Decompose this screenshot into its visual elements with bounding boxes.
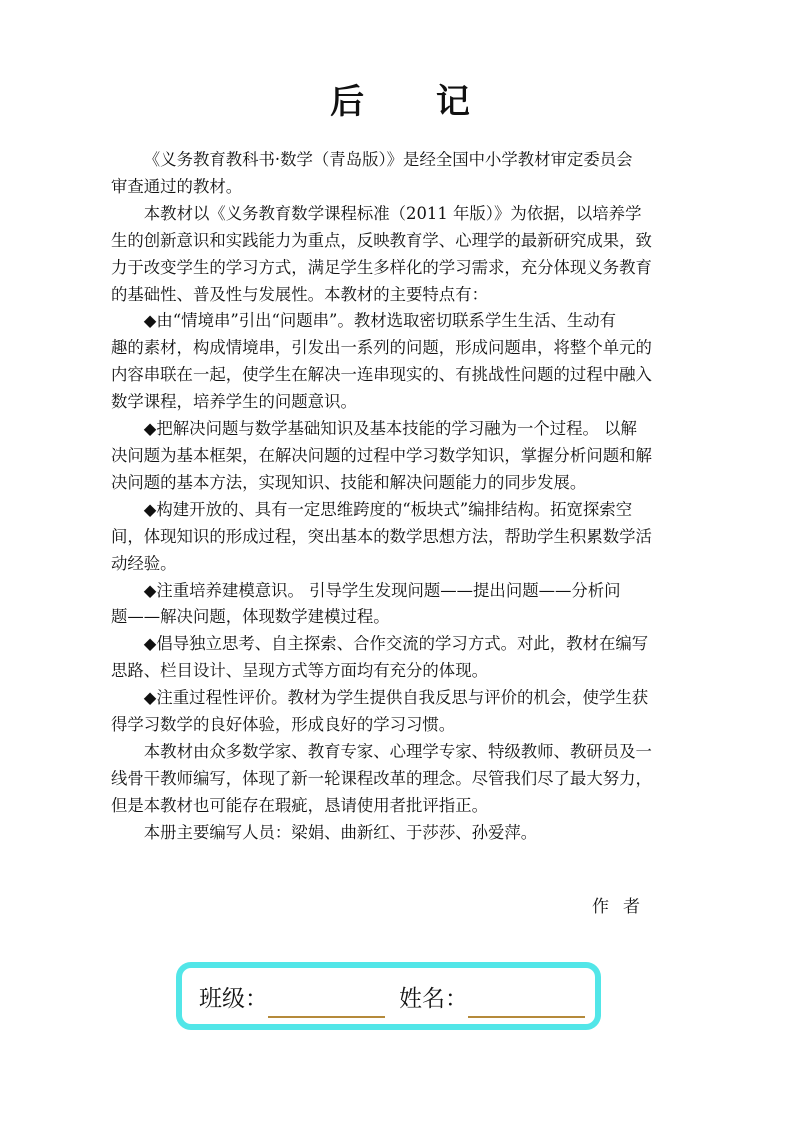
paragraph-feature-evaluation: ◆注重过程性评价。教材为学生提供自我反思与评价的机会，使学生获 得学习数学的良好体验，形成良好的学习习惯。 <box>111 688 649 735</box>
paragraph-editors-note: 本教材由众多数学家、教育专家、心理学专家、特级教师、教研员及一 线骨干教师编写，体现了新一轮课程改革的理念。尽管我们尽了最大努力， 但是本教材也可能存在瑕疵，恳请使用者批评指正。 <box>111 741 652 815</box>
paragraph-feature-modeling: ◆注重培养建模意识。 引导学生发现问题——提出问题——分析问 题——解决问题，体现数学建模过程。 <box>111 580 621 627</box>
name-label: 姓名： <box>399 986 468 1012</box>
paragraph-intro: 《义务教育教科书·数学（青岛版）》是经全国中小学教材审定委员会 审查通过的教材。 <box>111 150 633 196</box>
student-info-box <box>176 962 601 1030</box>
paragraph-authors: 本册主要编写人员：梁娟、曲新红、于莎莎、孙爱萍。 <box>143 822 538 842</box>
class-field[interactable] <box>268 1016 385 1018</box>
class-label: 班级： <box>199 986 268 1012</box>
paragraph-feature-problem-solving: ◆把解决问题与数学基础知识及基本技能的学习融为一个过程。 以解 决问题为基本框架，在解决问题的过程中学习数学知识，掌握分析问题和解 决问题的基本方法，实现知识、技能和解决问题能力的同步发展。 <box>111 419 652 492</box>
paragraph-feature-learning-style: ◆倡导独立思考、自主探索、合作交流的学习方式。对此，教材在编写 思路、栏目设计、呈现方式等方面均有充分的体现。 <box>111 634 649 681</box>
page-title: 后 记 <box>330 82 500 122</box>
paragraph-feature-situation: ◆由“情境串”引出“问题串”。教材选取密切联系学生生活、生动有 趣的素材，构成情境串，引发出一系列的问题，形成问题串，将整个单元的 内容串联在一起，使学生在解决一连串现实的、有挑战性问题的过程中融入 数学课程，培养学生的问题意识。 <box>111 311 652 412</box>
name-field[interactable] <box>468 1016 585 1018</box>
author-signature: 作者 <box>592 897 654 917</box>
paragraph-feature-structure: ◆构建开放的、具有一定思维跨度的“板块式”编排结构。拓宽探索空 间，体现知识的形成过程，突出基本的数学思想方法，帮助学生积累数学活 动经验。 <box>111 499 652 573</box>
afterword-body <box>111 147 701 847</box>
paragraph-basis: 本教材以《义务教育数学课程标准（2011 年版）》为依据，以培养学 生的创新意识和实践能力为重点，反映教育学、心理学的最新研究成果，致 力于改变学生的学习方式，满足学生多样化的学习需求，充分体现义务教育 的基础性、普及性与发展性。本教材的主要特点有： <box>111 203 652 304</box>
